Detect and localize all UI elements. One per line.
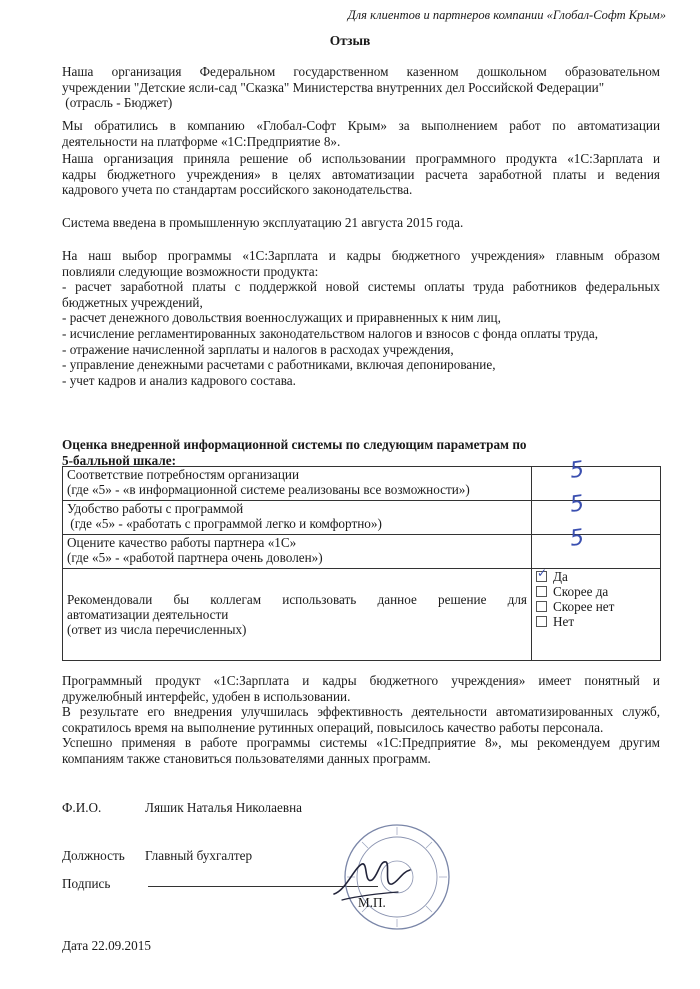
text-line: В результате его внедрения улучшилась эффективность деятельности автоматизированных служб, [62, 704, 660, 720]
table-row [63, 535, 661, 569]
recommend-options [532, 569, 661, 661]
feature-item: - управление денежными расчетами с работниками, включая депонирование, [62, 357, 496, 373]
mp-label: М.П. [358, 895, 386, 910]
text-line: учреждении "Детские ясли-сад "Сказка" Министерства внутренних дел Российской Федерации" [62, 79, 605, 95]
launch-text: Система введена в промышленную эксплуатацию 21 августа 2015 года. [62, 215, 464, 230]
position-label: Должность [62, 848, 125, 863]
option-label: Скорее да [553, 584, 609, 599]
text-line: Успешно применяя в работе программы системы «1С:Предприятие 8», мы рекомендуем другим [62, 735, 660, 751]
question: Оцените качество работы партнера «1С» [67, 535, 297, 550]
fio-label: Ф.И.О. [62, 800, 102, 815]
text-line: Наша организация Федеральном государственном казенном дошкольном образовательном [62, 64, 660, 79]
question-hint: (ответ из числа перечисленных) [67, 622, 247, 637]
text-line: сократилось время на выполнение рутинных операций, повысилось качество работы персонала. [62, 719, 604, 735]
question: Соответствие потребностям организации [67, 467, 300, 482]
fio-value: Ляшик Наталья Николаевна [145, 800, 302, 815]
intro-decision [62, 151, 660, 198]
text-line: дружелюбный интерфейс, удобен в использовании. [62, 688, 351, 704]
text-line: кадрового учета по стандартам российского законодательства. [62, 182, 413, 198]
page-title: Отзыв [329, 33, 371, 48]
feature-item: - учет кадров и анализ кадрового состава. [62, 372, 296, 388]
text-line: Наша организация приняла решение об использовании программного продукта «1С:Зарплата и [62, 151, 660, 166]
question-hint: (где «5» - «работой партнера очень доволен») [67, 550, 323, 565]
sign-label: Подпись [62, 876, 111, 891]
text-line: На наш выбор программы «1С:Зарплата и кадры бюджетного учреждения» главным образом [62, 248, 660, 263]
feature-item: - отражение начисленной зарплаты и налогов в расходах учреждения, [62, 341, 454, 357]
checkbox-icon[interactable] [536, 586, 547, 597]
choice-block [62, 248, 660, 388]
option-no[interactable] [536, 614, 656, 629]
table-row [63, 569, 661, 661]
checkbox-icon[interactable] [536, 616, 547, 627]
question: Удобство работы с программой [67, 501, 244, 516]
question-hint: (где «5» - «в информационной системе реализованы все возможности») [67, 482, 470, 497]
question-hint: (где «5» - «работать с программой легко и комфортно») [67, 516, 382, 531]
feature-item: - расчет денежного довольствия военнослужащих и приравненных к ним лиц, [62, 310, 501, 326]
feature-item: бюджетных учреждений, [62, 294, 203, 310]
position-value: Главный бухгалтер [145, 848, 253, 863]
checkbox-icon[interactable] [536, 601, 547, 612]
question-line: автоматизации деятельности [67, 607, 229, 622]
score-handwritten: 5 [568, 491, 586, 518]
date: Дата 22.09.2015 [62, 938, 151, 953]
text-line: Оценка внедренной информационной системы по следующим параметрам по [62, 437, 527, 452]
text-line: (отрасль - Бюджет) [62, 95, 173, 111]
option-label: Нет [553, 614, 575, 629]
text-line: деятельности на платформе «1С:Предприятие 8». [62, 133, 341, 149]
text-line: Программный продукт «1С:Зарплата и кадры бюджетного учреждения» имеет понятный и [62, 673, 660, 688]
option-rather-yes[interactable] [536, 584, 656, 599]
checkbox-checked-icon[interactable] [536, 571, 547, 582]
header-note: Для клиентов и партнеров компании «Глобал-Софт Крым» [347, 8, 666, 22]
intro-contact [62, 118, 660, 149]
conclusion [62, 673, 660, 767]
option-label: Скорее нет [553, 599, 615, 614]
feature-item: - исчисление регламентированных законодательством налогов и взносов с фонда оплаты труда, [62, 325, 599, 341]
score-handwritten: 5 [568, 457, 586, 484]
intro-org [62, 64, 660, 111]
text-line: кадры бюджетного учреждения» в целях автоматизации расчета заработной платы и ведения [62, 166, 660, 182]
option-rather-no[interactable] [536, 599, 656, 614]
text-line: 5-балльной шкале: [62, 453, 177, 468]
score-handwritten: 5 [568, 525, 586, 552]
feature-item: - расчет заработной платы с поддержкой новой системы оплаты труда работников федеральных [62, 279, 660, 295]
option-yes[interactable] [536, 569, 656, 584]
option-label: Да [553, 569, 568, 584]
text-line: повлияли следующие возможности продукта: [62, 263, 319, 279]
question: Рекомендовали бы коллегам использовать данное решение для [67, 592, 527, 607]
text-line: компаниям также становиться пользователями данных программ. [62, 750, 431, 766]
text-line: Мы обратились в компанию «Глобал-Софт Крым» за выполнением работ по автоматизации [62, 118, 660, 133]
